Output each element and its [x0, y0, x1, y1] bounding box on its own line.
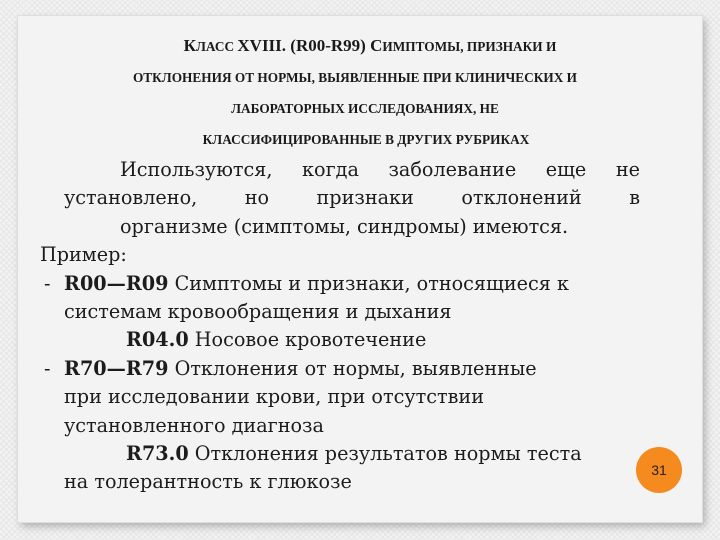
code-range: R00—R09: [64, 271, 169, 295]
title-line-3: ЛАБОРАТОРНЫХ ИССЛЕДОВАНИЯХ, НЕ: [231, 101, 499, 116]
example-label: Пример:: [40, 243, 127, 267]
sub-code-description: Отклонения результатов нормы теста: [188, 442, 582, 466]
intro-line-1: Используются, когда заболевание еще не: [120, 158, 640, 181]
title-line-4: КЛАССИФИЦИРОВАННЫЕ В ДРУГИХ РУБРИКАХ: [202, 132, 530, 147]
list-dash: -: [44, 271, 51, 295]
intro-line-3: организме (симптомы, синдромы) имеются.: [120, 214, 569, 238]
intro-line-2: установлено, но признаки отклонений в: [64, 186, 640, 210]
list-item: [40, 355, 640, 383]
sub-code: R73.0: [126, 442, 189, 466]
code-range: R70—R79: [64, 356, 169, 380]
sub-code-item: [126, 440, 640, 468]
sub-code-description-cont: на толерантность к глюкозе: [64, 470, 352, 494]
title-line-2: ОТКЛОНЕНИЯ ОТ НОРМЫ, ВЫЯВЛЕННЫЕ ПРИ КЛИНИЧЕСКИХ И: [132, 70, 578, 85]
code-description-cont: при исследовании крови, при отсутствии: [64, 385, 484, 409]
title-line-1: КЛАСС XVIII. (R00-R99) СИМПТОМЫ, ПРИЗНАКИ И: [183, 36, 557, 55]
code-description: Отклонения от нормы, выявленные: [168, 356, 537, 380]
code-description-cont: системам кровообращения и дыхания: [64, 300, 452, 324]
code-description-cont: установленного диагноза: [64, 413, 324, 437]
code-description: Симптомы и признаки, относящиеся к: [168, 271, 569, 295]
sub-code-description: Носовое кровотечение: [188, 328, 427, 352]
page-number-badge: 31: [636, 447, 682, 493]
sub-code-item: [126, 326, 640, 354]
intro-paragraph: [64, 156, 640, 241]
list-dash: -: [44, 356, 51, 380]
sub-code: R04.0: [126, 328, 189, 352]
slide-body: [40, 156, 640, 497]
list-item: [40, 270, 640, 298]
slide-title: [20, 30, 720, 155]
